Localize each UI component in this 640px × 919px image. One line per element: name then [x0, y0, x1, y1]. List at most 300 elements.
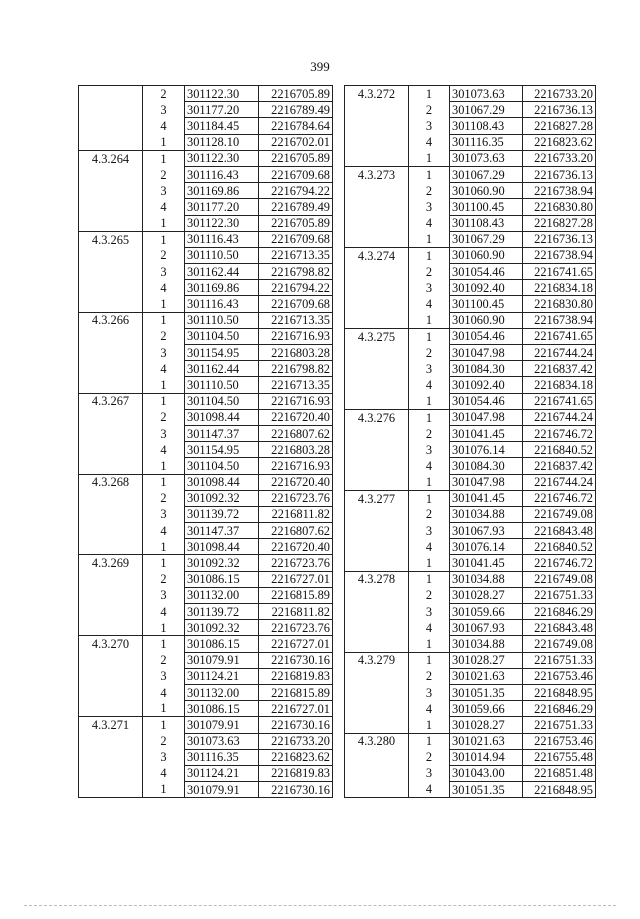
y-coordinate-cell: 2216713.35: [259, 247, 333, 263]
y-coordinate-cell: 2216827.28: [523, 215, 596, 231]
section-number-cell: [345, 442, 409, 458]
point-number-cell: 2: [409, 264, 450, 280]
table-row: [79, 555, 333, 571]
section-number-cell: 4.3.265: [79, 231, 143, 247]
table-row: [79, 199, 333, 215]
table-row: [79, 620, 333, 636]
x-coordinate-cell: 301092.32: [185, 620, 259, 636]
y-coordinate-cell: 2216705.89: [259, 215, 333, 231]
point-number-cell: 3: [409, 361, 450, 377]
x-coordinate-cell: 301054.46: [450, 393, 523, 409]
y-coordinate-cell: 2216727.01: [259, 571, 333, 587]
y-coordinate-cell: 2216744.24: [523, 345, 596, 361]
section-number-cell: [79, 377, 143, 393]
section-number-cell: [345, 150, 409, 166]
point-number-cell: 1: [143, 620, 185, 636]
x-coordinate-cell: 301028.27: [450, 652, 523, 668]
table-row: [345, 134, 596, 150]
section-number-cell: [345, 668, 409, 684]
x-coordinate-cell: 301162.44: [185, 264, 259, 280]
point-number-cell: 3: [409, 199, 450, 215]
table-row: [345, 733, 596, 749]
x-coordinate-cell: 301086.15: [185, 701, 259, 717]
section-number-cell: [79, 102, 143, 118]
x-coordinate-cell: 301047.98: [450, 345, 523, 361]
y-coordinate-cell: 2216744.24: [523, 409, 596, 425]
section-number-cell: [345, 749, 409, 765]
y-coordinate-cell: 2216823.62: [259, 749, 333, 765]
table-row: [79, 523, 333, 539]
point-number-cell: 1: [143, 717, 185, 733]
y-coordinate-cell: 2216827.28: [523, 118, 596, 134]
point-number-cell: 1: [409, 733, 450, 749]
table-row: [79, 474, 333, 490]
x-coordinate-cell: 301124.21: [185, 668, 259, 684]
x-coordinate-cell: 301079.91: [185, 652, 259, 668]
x-coordinate-cell: 301116.43: [185, 231, 259, 247]
point-number-cell: 1: [143, 474, 185, 490]
point-number-cell: 4: [409, 134, 450, 150]
table-row: [345, 393, 596, 409]
table-row: [79, 345, 333, 361]
x-coordinate-cell: 301177.20: [185, 199, 259, 215]
point-number-cell: 3: [143, 425, 185, 441]
x-coordinate-cell: 301122.30: [185, 215, 259, 231]
y-coordinate-cell: 2216738.94: [523, 183, 596, 199]
table-row: [345, 539, 596, 555]
section-number-cell: [79, 199, 143, 215]
point-number-cell: 1: [143, 215, 185, 231]
table-row: [79, 604, 333, 620]
point-number-cell: 3: [143, 183, 185, 199]
table-row: [345, 636, 596, 652]
section-number-cell: [345, 425, 409, 441]
y-coordinate-cell: 2216837.42: [523, 458, 596, 474]
section-number-cell: [79, 118, 143, 134]
point-number-cell: 1: [409, 312, 450, 328]
coordinate-table-right: [344, 85, 596, 798]
point-number-cell: 1: [143, 134, 185, 150]
table-row: [79, 183, 333, 199]
table-row: [79, 150, 333, 166]
point-number-cell: 1: [409, 636, 450, 652]
section-number-cell: 4.3.272: [345, 86, 409, 102]
section-number-cell: [345, 118, 409, 134]
y-coordinate-cell: 2216830.80: [523, 296, 596, 312]
x-coordinate-cell: 301132.00: [185, 587, 259, 603]
section-number-cell: [79, 134, 143, 150]
table-row: [345, 523, 596, 539]
section-number-cell: 4.3.264: [79, 150, 143, 166]
table-row: [79, 571, 333, 587]
point-number-cell: 3: [143, 506, 185, 522]
section-number-cell: [345, 782, 409, 798]
point-number-cell: 2: [143, 652, 185, 668]
point-number-cell: 3: [409, 765, 450, 781]
x-coordinate-cell: 301092.40: [450, 280, 523, 296]
section-number-cell: [79, 215, 143, 231]
section-number-cell: [79, 701, 143, 717]
table-row: [345, 442, 596, 458]
section-number-cell: 4.3.278: [345, 571, 409, 587]
y-coordinate-cell: 2216730.16: [259, 782, 333, 798]
section-number-cell: [345, 377, 409, 393]
section-number-cell: [79, 166, 143, 182]
point-number-cell: 2: [143, 247, 185, 263]
y-coordinate-cell: 2216720.40: [259, 409, 333, 425]
y-coordinate-cell: 2216736.13: [523, 166, 596, 182]
table-row: [345, 183, 596, 199]
y-coordinate-cell: 2216751.33: [523, 717, 596, 733]
section-number-cell: 4.3.275: [345, 328, 409, 344]
table-row: [345, 571, 596, 587]
point-number-cell: 1: [409, 393, 450, 409]
x-coordinate-cell: 301028.27: [450, 717, 523, 733]
table-row: [345, 118, 596, 134]
y-coordinate-cell: 2216834.18: [523, 377, 596, 393]
x-coordinate-cell: 301108.43: [450, 215, 523, 231]
point-number-cell: 4: [143, 280, 185, 296]
section-number-cell: [345, 620, 409, 636]
y-coordinate-cell: 2216749.08: [523, 506, 596, 522]
x-coordinate-cell: 301076.14: [450, 442, 523, 458]
y-coordinate-cell: 2216807.62: [259, 523, 333, 539]
table-row: [345, 587, 596, 603]
y-coordinate-cell: 2216840.52: [523, 442, 596, 458]
x-coordinate-cell: 301014.94: [450, 749, 523, 765]
section-number-cell: 4.3.273: [345, 166, 409, 182]
y-coordinate-cell: 2216823.62: [523, 134, 596, 150]
section-number-cell: [79, 361, 143, 377]
y-coordinate-cell: 2216746.72: [523, 425, 596, 441]
table-row: [345, 458, 596, 474]
y-coordinate-cell: 2216803.28: [259, 442, 333, 458]
x-coordinate-cell: 301067.29: [450, 102, 523, 118]
x-coordinate-cell: 301067.29: [450, 231, 523, 247]
x-coordinate-cell: 301060.90: [450, 312, 523, 328]
section-number-cell: [345, 587, 409, 603]
coordinate-table-right-body: [345, 86, 596, 798]
x-coordinate-cell: 301021.63: [450, 668, 523, 684]
x-coordinate-cell: 301110.50: [185, 377, 259, 393]
point-number-cell: 1: [409, 717, 450, 733]
y-coordinate-cell: 2216749.08: [523, 571, 596, 587]
x-coordinate-cell: 301092.40: [450, 377, 523, 393]
table-row: [345, 701, 596, 717]
point-number-cell: 3: [409, 604, 450, 620]
table-row: [79, 166, 333, 182]
point-number-cell: 2: [143, 733, 185, 749]
y-coordinate-cell: 2216840.52: [523, 539, 596, 555]
point-number-cell: 3: [143, 345, 185, 361]
point-number-cell: 1: [143, 312, 185, 328]
section-number-cell: [79, 604, 143, 620]
y-coordinate-cell: 2216733.20: [523, 150, 596, 166]
section-number-cell: 4.3.269: [79, 555, 143, 571]
section-number-cell: [345, 539, 409, 555]
y-coordinate-cell: 2216815.89: [259, 684, 333, 700]
point-number-cell: 1: [143, 636, 185, 652]
table-row: [345, 86, 596, 102]
point-number-cell: 1: [143, 231, 185, 247]
x-coordinate-cell: 301124.21: [185, 765, 259, 781]
section-number-cell: [345, 215, 409, 231]
x-coordinate-cell: 301059.66: [450, 604, 523, 620]
point-number-cell: 3: [143, 264, 185, 280]
section-number-cell: [79, 684, 143, 700]
table-row: [345, 215, 596, 231]
section-number-cell: [345, 684, 409, 700]
table-row: [79, 280, 333, 296]
x-coordinate-cell: 301067.93: [450, 523, 523, 539]
point-number-cell: 2: [143, 86, 185, 102]
section-number-cell: [79, 409, 143, 425]
point-number-cell: 1: [143, 782, 185, 798]
x-coordinate-cell: 301104.50: [185, 328, 259, 344]
point-number-cell: 1: [143, 458, 185, 474]
y-coordinate-cell: 2216846.29: [523, 604, 596, 620]
x-coordinate-cell: 301076.14: [450, 539, 523, 555]
x-coordinate-cell: 301154.95: [185, 345, 259, 361]
y-coordinate-cell: 2216851.48: [523, 765, 596, 781]
x-coordinate-cell: 301139.72: [185, 506, 259, 522]
y-coordinate-cell: 2216815.89: [259, 587, 333, 603]
x-coordinate-cell: 301073.63: [450, 150, 523, 166]
point-number-cell: 4: [143, 199, 185, 215]
table-row: [345, 150, 596, 166]
table-row: [79, 312, 333, 328]
x-coordinate-cell: 301054.46: [450, 328, 523, 344]
table-row: [79, 231, 333, 247]
y-coordinate-cell: 2216727.01: [259, 701, 333, 717]
y-coordinate-cell: 2216848.95: [523, 684, 596, 700]
y-coordinate-cell: 2216702.01: [259, 134, 333, 150]
point-number-cell: 3: [409, 442, 450, 458]
section-number-cell: [79, 345, 143, 361]
point-number-cell: 1: [143, 150, 185, 166]
point-number-cell: 4: [409, 377, 450, 393]
coordinate-table-left-body: [79, 86, 333, 798]
section-number-cell: [79, 247, 143, 263]
point-number-cell: 1: [143, 555, 185, 571]
x-coordinate-cell: 301116.35: [185, 749, 259, 765]
x-coordinate-cell: 301184.45: [185, 118, 259, 134]
point-number-cell: 2: [409, 668, 450, 684]
table-row: [345, 474, 596, 490]
section-number-cell: 4.3.279: [345, 652, 409, 668]
table-row: [79, 393, 333, 409]
y-coordinate-cell: 2216727.01: [259, 636, 333, 652]
table-row: [345, 409, 596, 425]
point-number-cell: 1: [143, 701, 185, 717]
section-number-cell: [345, 199, 409, 215]
point-number-cell: 1: [143, 377, 185, 393]
table-row: [345, 717, 596, 733]
table-row: [345, 377, 596, 393]
x-coordinate-cell: 301086.15: [185, 636, 259, 652]
y-coordinate-cell: 2216723.76: [259, 555, 333, 571]
y-coordinate-cell: 2216846.29: [523, 701, 596, 717]
section-number-cell: [79, 183, 143, 199]
scan-edge-line: [24, 905, 616, 906]
y-coordinate-cell: 2216789.49: [259, 199, 333, 215]
point-number-cell: 3: [143, 587, 185, 603]
section-number-cell: [79, 587, 143, 603]
section-number-cell: [79, 86, 143, 102]
y-coordinate-cell: 2216746.72: [523, 490, 596, 506]
point-number-cell: 2: [409, 587, 450, 603]
table-row: [79, 102, 333, 118]
point-number-cell: 1: [409, 231, 450, 247]
section-number-cell: 4.3.277: [345, 490, 409, 506]
y-coordinate-cell: 2216720.40: [259, 474, 333, 490]
table-row: [345, 166, 596, 182]
y-coordinate-cell: 2216848.95: [523, 782, 596, 798]
x-coordinate-cell: 301047.98: [450, 409, 523, 425]
section-number-cell: [345, 134, 409, 150]
y-coordinate-cell: 2216798.82: [259, 264, 333, 280]
y-coordinate-cell: 2216741.65: [523, 328, 596, 344]
point-number-cell: 2: [409, 749, 450, 765]
table-row: [345, 247, 596, 263]
y-coordinate-cell: 2216733.20: [259, 733, 333, 749]
section-number-cell: [79, 458, 143, 474]
point-number-cell: 3: [143, 749, 185, 765]
x-coordinate-cell: 301139.72: [185, 604, 259, 620]
x-coordinate-cell: 301122.30: [185, 150, 259, 166]
section-number-cell: 4.3.268: [79, 474, 143, 490]
table-row: [345, 490, 596, 506]
x-coordinate-cell: 301079.91: [185, 782, 259, 798]
y-coordinate-cell: 2216819.83: [259, 765, 333, 781]
table-row: [79, 506, 333, 522]
y-coordinate-cell: 2216723.76: [259, 620, 333, 636]
point-number-cell: 4: [409, 539, 450, 555]
table-row: [345, 361, 596, 377]
section-number-cell: [345, 393, 409, 409]
point-number-cell: 1: [409, 571, 450, 587]
table-row: [345, 345, 596, 361]
section-number-cell: [345, 555, 409, 571]
x-coordinate-cell: 301098.44: [185, 539, 259, 555]
x-coordinate-cell: 301041.45: [450, 555, 523, 571]
section-number-cell: [345, 361, 409, 377]
x-coordinate-cell: 301041.45: [450, 490, 523, 506]
x-coordinate-cell: 301100.45: [450, 296, 523, 312]
table-row: [345, 765, 596, 781]
x-coordinate-cell: 301060.90: [450, 247, 523, 263]
section-number-cell: 4.3.274: [345, 247, 409, 263]
point-number-cell: 4: [143, 442, 185, 458]
table-row: [345, 749, 596, 765]
table-row: [345, 231, 596, 247]
x-coordinate-cell: 301147.37: [185, 523, 259, 539]
y-coordinate-cell: 2216789.49: [259, 102, 333, 118]
table-row: [345, 312, 596, 328]
point-number-cell: 2: [409, 506, 450, 522]
x-coordinate-cell: 301021.63: [450, 733, 523, 749]
y-coordinate-cell: 2216803.28: [259, 345, 333, 361]
x-coordinate-cell: 301051.35: [450, 684, 523, 700]
table-row: [79, 409, 333, 425]
point-number-cell: 1: [409, 166, 450, 182]
y-coordinate-cell: 2216723.76: [259, 490, 333, 506]
x-coordinate-cell: 301067.93: [450, 620, 523, 636]
x-coordinate-cell: 301034.88: [450, 506, 523, 522]
x-coordinate-cell: 301169.86: [185, 183, 259, 199]
section-number-cell: [345, 264, 409, 280]
x-coordinate-cell: 301110.50: [185, 247, 259, 263]
section-number-cell: [79, 571, 143, 587]
table-row: [79, 701, 333, 717]
y-coordinate-cell: 2216716.93: [259, 328, 333, 344]
point-number-cell: 4: [409, 782, 450, 798]
section-number-cell: [345, 701, 409, 717]
point-number-cell: 4: [143, 523, 185, 539]
section-number-cell: 4.3.267: [79, 393, 143, 409]
x-coordinate-cell: 301100.45: [450, 199, 523, 215]
y-coordinate-cell: 2216709.68: [259, 166, 333, 182]
table-row: [345, 425, 596, 441]
section-number-cell: [345, 474, 409, 490]
section-number-cell: [345, 102, 409, 118]
x-coordinate-cell: 301034.88: [450, 571, 523, 587]
y-coordinate-cell: 2216741.65: [523, 264, 596, 280]
section-number-cell: [345, 183, 409, 199]
x-coordinate-cell: 301104.50: [185, 393, 259, 409]
table-row: [345, 684, 596, 700]
table-row: [79, 490, 333, 506]
y-coordinate-cell: 2216811.82: [259, 506, 333, 522]
x-coordinate-cell: 301128.10: [185, 134, 259, 150]
x-coordinate-cell: 301147.37: [185, 425, 259, 441]
table-row: [79, 118, 333, 134]
x-coordinate-cell: 301067.29: [450, 166, 523, 182]
section-number-cell: [79, 296, 143, 312]
y-coordinate-cell: 2216784.64: [259, 118, 333, 134]
y-coordinate-cell: 2216843.48: [523, 523, 596, 539]
point-number-cell: 3: [409, 280, 450, 296]
x-coordinate-cell: 301051.35: [450, 782, 523, 798]
x-coordinate-cell: 301084.30: [450, 458, 523, 474]
y-coordinate-cell: 2216751.33: [523, 587, 596, 603]
x-coordinate-cell: 301073.63: [450, 86, 523, 102]
point-number-cell: 1: [409, 86, 450, 102]
x-coordinate-cell: 301079.91: [185, 717, 259, 733]
point-number-cell: 1: [409, 328, 450, 344]
x-coordinate-cell: 301110.50: [185, 312, 259, 328]
table-row: [79, 247, 333, 263]
table-row: [79, 765, 333, 781]
point-number-cell: 4: [409, 296, 450, 312]
section-number-cell: [345, 765, 409, 781]
y-coordinate-cell: 2216744.24: [523, 474, 596, 490]
point-number-cell: 2: [143, 409, 185, 425]
point-number-cell: 4: [143, 684, 185, 700]
table-row: [345, 328, 596, 344]
section-number-cell: [79, 328, 143, 344]
x-coordinate-cell: 301059.66: [450, 701, 523, 717]
y-coordinate-cell: 2216709.68: [259, 296, 333, 312]
point-number-cell: 2: [409, 102, 450, 118]
x-coordinate-cell: 301086.15: [185, 571, 259, 587]
point-number-cell: 1: [409, 652, 450, 668]
point-number-cell: 1: [409, 555, 450, 571]
table-row: [79, 328, 333, 344]
y-coordinate-cell: 2216798.82: [259, 361, 333, 377]
x-coordinate-cell: 301108.43: [450, 118, 523, 134]
point-number-cell: 4: [143, 118, 185, 134]
